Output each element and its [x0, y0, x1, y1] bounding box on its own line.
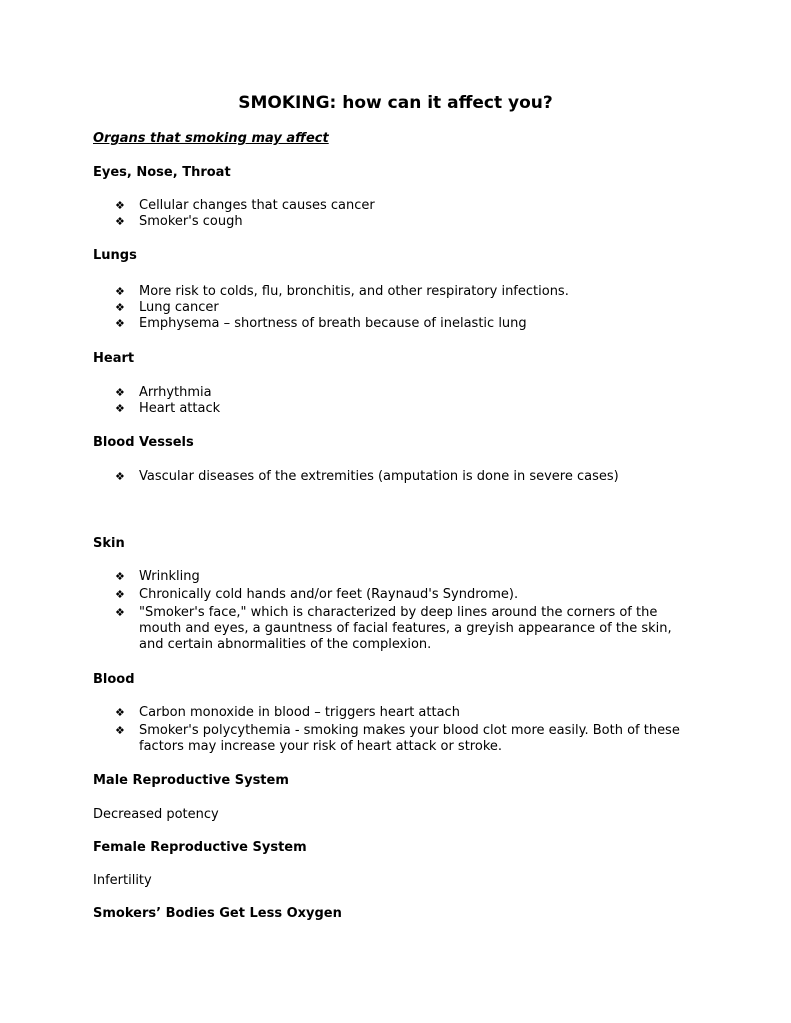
diamond-bullet-icon: ❖: [115, 470, 125, 483]
section-heading-heart: Heart: [93, 351, 135, 366]
diamond-bullet-icon: ❖: [115, 402, 125, 415]
list-item: [112, 198, 712, 214]
list-item: [112, 385, 712, 401]
list-item-text: Emphysema – shortness of breath because of inelastic lung: [139, 316, 527, 331]
list-item-text: "Smoker's face," which is characterized by deep lines around the corners of the mouth and eyes, a gauntness of facial features, a greyish appearance of the skin, and certain abnormalities of the complexion.: [139, 605, 672, 652]
section-heading-blood: Blood: [93, 672, 135, 687]
list-item: [112, 284, 712, 300]
page-title: SMOKING: how can it affect you?: [238, 93, 553, 113]
blood-list: [112, 705, 712, 755]
list-item: [112, 316, 712, 332]
diamond-bullet-icon: ❖: [115, 386, 125, 399]
section-heading-male-reproductive: Male Reproductive System: [93, 773, 289, 788]
list-item-text: Smoker's cough: [139, 214, 243, 229]
male-reproductive-text: Decreased potency: [93, 807, 219, 822]
list-item: [112, 214, 712, 230]
list-item: [112, 300, 712, 316]
female-reproductive-text: Infertility: [93, 873, 152, 888]
diamond-bullet-icon: ❖: [115, 285, 125, 298]
diamond-bullet-icon: ❖: [115, 317, 125, 330]
list-item: [112, 469, 712, 485]
diamond-bullet-icon: ❖: [115, 588, 125, 601]
diamond-bullet-icon: ❖: [115, 706, 125, 719]
skin-list: [112, 569, 712, 653]
list-item: [112, 401, 712, 417]
diamond-bullet-icon: ❖: [115, 606, 125, 619]
section-heading-blood-vessels: Blood Vessels: [93, 435, 194, 450]
list-item: [112, 569, 712, 585]
section-heading-skin: Skin: [93, 536, 125, 551]
section-heading-female-reproductive: Female Reproductive System: [93, 840, 307, 855]
list-item-text: Heart attack: [139, 401, 221, 416]
lungs-list: [112, 284, 712, 332]
list-item-text: Chronically cold hands and/or feet (Raynaud's Syndrome).: [139, 587, 519, 602]
diamond-bullet-icon: ❖: [115, 570, 125, 583]
list-item: [112, 723, 712, 755]
heart-list: [112, 385, 712, 417]
diamond-bullet-icon: ❖: [115, 215, 125, 228]
diamond-bullet-icon: ❖: [115, 724, 125, 737]
list-item-text: More risk to colds, flu, bronchitis, and other respiratory infections.: [139, 284, 569, 299]
list-item-text: Lung cancer: [139, 300, 219, 315]
list-item-text: Arrhythmia: [139, 385, 212, 400]
document-subtitle: Organs that smoking may affect: [93, 131, 329, 146]
diamond-bullet-icon: ❖: [115, 199, 125, 212]
list-item-text: Vascular diseases of the extremities (amputation is done in severe cases): [139, 469, 619, 484]
blood-vessels-list: [112, 469, 712, 485]
list-item: [112, 587, 712, 603]
list-item: [112, 705, 712, 721]
list-item-text: Cellular changes that causes cancer: [139, 198, 375, 213]
list-item-text: Smoker's polycythemia - smoking makes your blood clot more easily. Both of these factors may increase your risk of heart attack or stroke.: [139, 723, 680, 754]
diamond-bullet-icon: ❖: [115, 301, 125, 314]
section-heading-eyes-nose-throat: Eyes, Nose, Throat: [93, 165, 231, 180]
list-item: [112, 605, 712, 653]
section-heading-lungs: Lungs: [93, 248, 137, 263]
list-item-text: Wrinkling: [139, 569, 200, 584]
list-item-text: Carbon monoxide in blood – triggers heart attach: [139, 705, 460, 720]
eyes-nose-throat-list: [112, 198, 712, 230]
section-heading-less-oxygen: Smokers’ Bodies Get Less Oxygen: [93, 906, 342, 921]
